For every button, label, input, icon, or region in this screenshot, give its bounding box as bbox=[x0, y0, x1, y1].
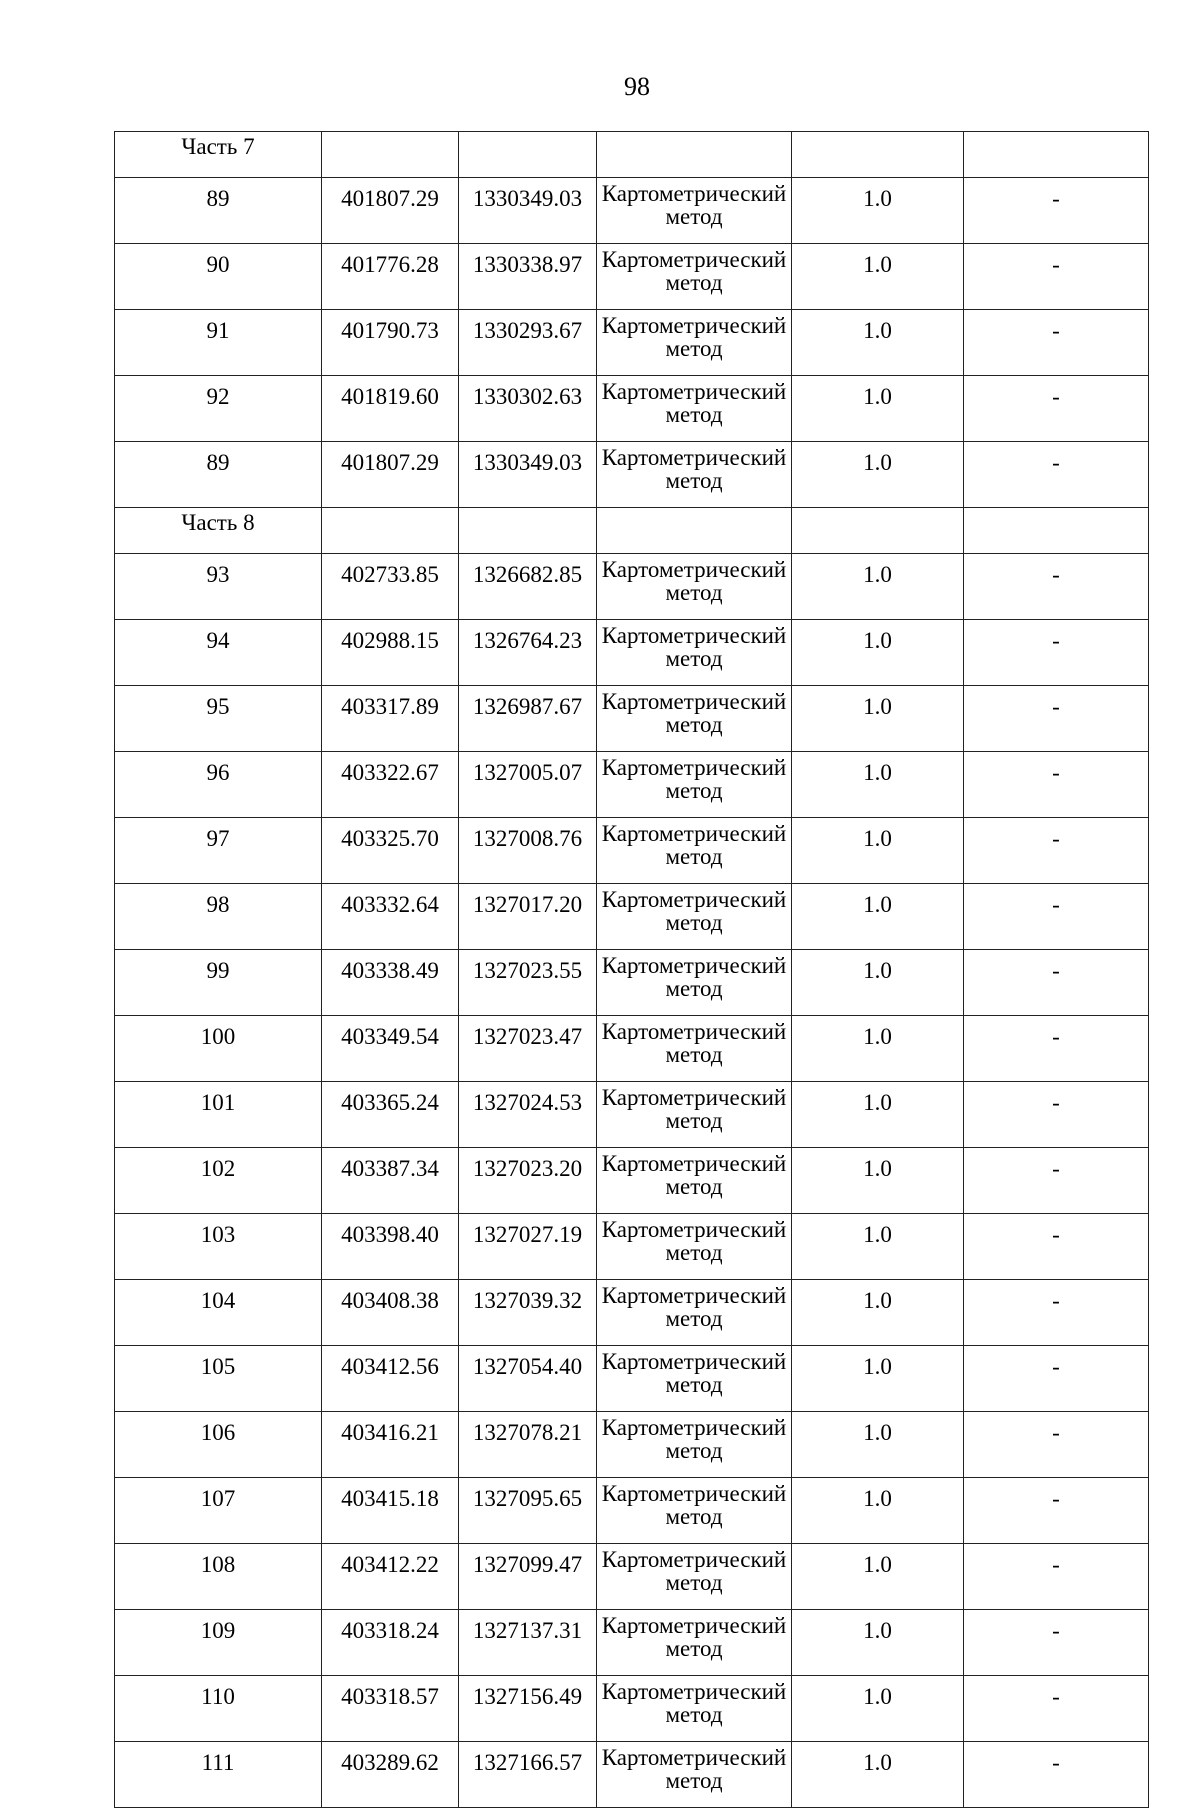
coordinate-y: 1327024.53 bbox=[459, 1082, 597, 1148]
accuracy-value: 1.0 bbox=[792, 1478, 964, 1544]
note-value: - bbox=[964, 178, 1149, 244]
point-number: 98 bbox=[115, 884, 322, 950]
accuracy-value: 1.0 bbox=[792, 686, 964, 752]
method-line2: метод bbox=[665, 1768, 723, 1793]
coordinate-x: 403408.38 bbox=[322, 1280, 459, 1346]
point-number: 109 bbox=[115, 1610, 322, 1676]
note-value: - bbox=[964, 620, 1149, 686]
method-line2: метод bbox=[665, 1438, 723, 1463]
point-number: 110 bbox=[115, 1676, 322, 1742]
coordinate-y: 1327095.65 bbox=[459, 1478, 597, 1544]
method-line2: метод bbox=[665, 1240, 723, 1265]
note-value: - bbox=[964, 818, 1149, 884]
point-number: 103 bbox=[115, 1214, 322, 1280]
table-row bbox=[115, 620, 1149, 686]
table-row bbox=[115, 1016, 1149, 1082]
method-line1: Картометрический bbox=[601, 181, 787, 206]
point-number: 99 bbox=[115, 950, 322, 1016]
accuracy-value: 1.0 bbox=[792, 244, 964, 310]
method-line1: Картометрический bbox=[601, 1415, 787, 1440]
table-row bbox=[115, 178, 1149, 244]
coordinate-y: 1327017.20 bbox=[459, 884, 597, 950]
point-number: 105 bbox=[115, 1346, 322, 1412]
method-line1: Картометрический bbox=[601, 1481, 787, 1506]
coordinate-y: 1326682.85 bbox=[459, 554, 597, 620]
table-row bbox=[115, 1544, 1149, 1610]
method-line1: Картометрический bbox=[601, 689, 787, 714]
method-cell bbox=[597, 1082, 792, 1148]
note-value: - bbox=[964, 1610, 1149, 1676]
note-value: - bbox=[964, 1148, 1149, 1214]
table-row bbox=[115, 884, 1149, 950]
table-row bbox=[115, 1346, 1149, 1412]
point-number: 106 bbox=[115, 1412, 322, 1478]
method-cell bbox=[597, 884, 792, 950]
point-number: 89 bbox=[115, 442, 322, 508]
method-line1: Картометрический bbox=[601, 313, 787, 338]
method-line1: Картометрический bbox=[601, 1349, 787, 1374]
method-line2: метод bbox=[665, 1174, 723, 1199]
coordinate-y: 1330338.97 bbox=[459, 244, 597, 310]
coordinate-y: 1327078.21 bbox=[459, 1412, 597, 1478]
note-value: - bbox=[964, 554, 1149, 620]
point-number: 92 bbox=[115, 376, 322, 442]
method-cell bbox=[597, 1478, 792, 1544]
method-line2: метод bbox=[665, 1570, 723, 1595]
method-cell bbox=[597, 310, 792, 376]
method-line1: Картометрический bbox=[601, 247, 787, 272]
coordinate-x: 403317.89 bbox=[322, 686, 459, 752]
accuracy-value: 1.0 bbox=[792, 1544, 964, 1610]
coordinate-x: 403318.24 bbox=[322, 1610, 459, 1676]
method-cell bbox=[597, 554, 792, 620]
method-line1: Картометрический bbox=[601, 1085, 787, 1110]
method-line2: метод bbox=[665, 402, 723, 427]
table-row bbox=[115, 1082, 1149, 1148]
table-row bbox=[115, 752, 1149, 818]
method-line1: Картометрический bbox=[601, 1151, 787, 1176]
method-cell bbox=[597, 1676, 792, 1742]
table-row bbox=[115, 686, 1149, 752]
note-value: - bbox=[964, 1214, 1149, 1280]
method-cell bbox=[597, 244, 792, 310]
coordinate-x: 403338.49 bbox=[322, 950, 459, 1016]
coordinate-y: 1327005.07 bbox=[459, 752, 597, 818]
note-value: - bbox=[964, 310, 1149, 376]
empty-cell bbox=[322, 508, 459, 554]
accuracy-value: 1.0 bbox=[792, 752, 964, 818]
method-line1: Картометрический bbox=[601, 1679, 787, 1704]
method-line1: Картометрический bbox=[601, 557, 787, 582]
method-line1: Картометрический bbox=[601, 1547, 787, 1572]
note-value: - bbox=[964, 1544, 1149, 1610]
coordinate-x: 403412.22 bbox=[322, 1544, 459, 1610]
coordinate-x: 403349.54 bbox=[322, 1016, 459, 1082]
coordinate-x: 403322.67 bbox=[322, 752, 459, 818]
accuracy-value: 1.0 bbox=[792, 1346, 964, 1412]
coordinate-y: 1327008.76 bbox=[459, 818, 597, 884]
coordinate-x: 403412.56 bbox=[322, 1346, 459, 1412]
coordinate-y: 1330349.03 bbox=[459, 442, 597, 508]
note-value: - bbox=[964, 442, 1149, 508]
method-line2: метод bbox=[665, 270, 723, 295]
coordinate-x: 403325.70 bbox=[322, 818, 459, 884]
method-cell bbox=[597, 178, 792, 244]
method-line1: Картометрический bbox=[601, 1613, 787, 1638]
method-line2: метод bbox=[665, 1504, 723, 1529]
accuracy-value: 1.0 bbox=[792, 310, 964, 376]
accuracy-value: 1.0 bbox=[792, 1412, 964, 1478]
point-number: 97 bbox=[115, 818, 322, 884]
point-number: 104 bbox=[115, 1280, 322, 1346]
method-cell bbox=[597, 1346, 792, 1412]
table-row bbox=[115, 1280, 1149, 1346]
note-value: - bbox=[964, 950, 1149, 1016]
method-line1: Картометрический bbox=[601, 1283, 787, 1308]
method-line2: метод bbox=[665, 580, 723, 605]
table-row bbox=[115, 1610, 1149, 1676]
method-line2: метод bbox=[665, 778, 723, 803]
note-value: - bbox=[964, 752, 1149, 818]
page-number: 98 bbox=[624, 72, 650, 101]
part-header-row bbox=[115, 132, 1149, 178]
method-line1: Картометрический bbox=[601, 623, 787, 648]
coordinate-x: 403365.24 bbox=[322, 1082, 459, 1148]
table-row bbox=[115, 376, 1149, 442]
accuracy-value: 1.0 bbox=[792, 1610, 964, 1676]
method-line2: метод bbox=[665, 910, 723, 935]
part-label: Часть 8 bbox=[115, 508, 322, 554]
coordinate-y: 1326764.23 bbox=[459, 620, 597, 686]
coordinate-x: 403387.34 bbox=[322, 1148, 459, 1214]
accuracy-value: 1.0 bbox=[792, 442, 964, 508]
coordinate-y: 1326987.67 bbox=[459, 686, 597, 752]
note-value: - bbox=[964, 686, 1149, 752]
method-line2: метод bbox=[665, 1108, 723, 1133]
note-value: - bbox=[964, 376, 1149, 442]
method-line2: метод bbox=[665, 1306, 723, 1331]
accuracy-value: 1.0 bbox=[792, 178, 964, 244]
coordinate-y: 1327039.32 bbox=[459, 1280, 597, 1346]
note-value: - bbox=[964, 1082, 1149, 1148]
coordinate-y: 1327027.19 bbox=[459, 1214, 597, 1280]
table-row bbox=[115, 554, 1149, 620]
accuracy-value: 1.0 bbox=[792, 554, 964, 620]
method-line1: Картометрический bbox=[601, 445, 787, 470]
method-cell bbox=[597, 1214, 792, 1280]
accuracy-value: 1.0 bbox=[792, 818, 964, 884]
note-value: - bbox=[964, 1742, 1149, 1808]
coordinate-x: 403416.21 bbox=[322, 1412, 459, 1478]
table-row bbox=[115, 310, 1149, 376]
note-value: - bbox=[964, 884, 1149, 950]
coordinate-y: 1327023.47 bbox=[459, 1016, 597, 1082]
coordinate-y: 1330302.63 bbox=[459, 376, 597, 442]
part-header-row bbox=[115, 508, 1149, 554]
accuracy-value: 1.0 bbox=[792, 1082, 964, 1148]
accuracy-value: 1.0 bbox=[792, 884, 964, 950]
empty-cell bbox=[964, 508, 1149, 554]
coordinate-y: 1327156.49 bbox=[459, 1676, 597, 1742]
method-line1: Картометрический bbox=[601, 1019, 787, 1044]
method-line2: метод bbox=[665, 1636, 723, 1661]
coordinate-x: 401776.28 bbox=[322, 244, 459, 310]
note-value: - bbox=[964, 1478, 1149, 1544]
part-label: Часть 7 bbox=[115, 132, 322, 178]
method-cell bbox=[597, 620, 792, 686]
point-number: 90 bbox=[115, 244, 322, 310]
method-cell bbox=[597, 1412, 792, 1478]
accuracy-value: 1.0 bbox=[792, 1214, 964, 1280]
method-line1: Картометрический bbox=[601, 1217, 787, 1242]
method-line2: метод bbox=[665, 468, 723, 493]
empty-cell bbox=[459, 132, 597, 178]
table-row bbox=[115, 1148, 1149, 1214]
point-number: 107 bbox=[115, 1478, 322, 1544]
point-number: 94 bbox=[115, 620, 322, 686]
point-number: 100 bbox=[115, 1016, 322, 1082]
method-cell bbox=[597, 818, 792, 884]
table-row bbox=[115, 1742, 1149, 1808]
coordinate-y: 1327054.40 bbox=[459, 1346, 597, 1412]
method-line1: Картометрический bbox=[601, 953, 787, 978]
empty-cell bbox=[459, 508, 597, 554]
accuracy-value: 1.0 bbox=[792, 950, 964, 1016]
method-cell bbox=[597, 1016, 792, 1082]
coordinate-x: 401790.73 bbox=[322, 310, 459, 376]
table-row bbox=[115, 1676, 1149, 1742]
method-line2: метод bbox=[665, 976, 723, 1001]
method-cell bbox=[597, 686, 792, 752]
point-number: 96 bbox=[115, 752, 322, 818]
coordinate-x: 402733.85 bbox=[322, 554, 459, 620]
method-line1: Картометрический bbox=[601, 887, 787, 912]
coordinate-x: 401807.29 bbox=[322, 442, 459, 508]
method-line1: Картометрический bbox=[601, 1745, 787, 1770]
accuracy-value: 1.0 bbox=[792, 1742, 964, 1808]
coordinate-y: 1327023.20 bbox=[459, 1148, 597, 1214]
coordinate-y: 1330293.67 bbox=[459, 310, 597, 376]
method-cell bbox=[597, 1544, 792, 1610]
method-line2: метод bbox=[665, 1372, 723, 1397]
method-cell bbox=[597, 1148, 792, 1214]
coordinate-y: 1327099.47 bbox=[459, 1544, 597, 1610]
point-number: 108 bbox=[115, 1544, 322, 1610]
coordinate-y: 1327137.31 bbox=[459, 1610, 597, 1676]
coordinates-table bbox=[114, 131, 1149, 1808]
method-line1: Картометрический bbox=[601, 821, 787, 846]
point-number: 91 bbox=[115, 310, 322, 376]
empty-cell bbox=[792, 508, 964, 554]
method-cell bbox=[597, 752, 792, 818]
accuracy-value: 1.0 bbox=[792, 1016, 964, 1082]
method-line2: метод bbox=[665, 646, 723, 671]
method-cell bbox=[597, 1280, 792, 1346]
method-line2: метод bbox=[665, 336, 723, 361]
accuracy-value: 1.0 bbox=[792, 1280, 964, 1346]
note-value: - bbox=[964, 1676, 1149, 1742]
point-number: 93 bbox=[115, 554, 322, 620]
method-cell bbox=[597, 1742, 792, 1808]
method-line2: метод bbox=[665, 844, 723, 869]
coordinate-x: 403415.18 bbox=[322, 1478, 459, 1544]
table-row bbox=[115, 1478, 1149, 1544]
coordinate-y: 1330349.03 bbox=[459, 178, 597, 244]
point-number: 89 bbox=[115, 178, 322, 244]
coordinate-x: 402988.15 bbox=[322, 620, 459, 686]
coordinate-x: 403318.57 bbox=[322, 1676, 459, 1742]
point-number: 95 bbox=[115, 686, 322, 752]
table-row bbox=[115, 1214, 1149, 1280]
coordinate-x: 401819.60 bbox=[322, 376, 459, 442]
empty-cell bbox=[792, 132, 964, 178]
point-number: 101 bbox=[115, 1082, 322, 1148]
empty-cell bbox=[322, 132, 459, 178]
table-row bbox=[115, 818, 1149, 884]
table-row bbox=[115, 442, 1149, 508]
note-value: - bbox=[964, 244, 1149, 310]
coordinate-y: 1327023.55 bbox=[459, 950, 597, 1016]
method-cell bbox=[597, 1610, 792, 1676]
coordinate-x: 401807.29 bbox=[322, 178, 459, 244]
method-cell bbox=[597, 376, 792, 442]
coordinate-x: 403398.40 bbox=[322, 1214, 459, 1280]
empty-cell bbox=[597, 132, 792, 178]
coordinate-x: 403332.64 bbox=[322, 884, 459, 950]
method-cell bbox=[597, 950, 792, 1016]
method-line2: метод bbox=[665, 1042, 723, 1067]
table-row bbox=[115, 244, 1149, 310]
coordinate-y: 1327166.57 bbox=[459, 1742, 597, 1808]
note-value: - bbox=[964, 1346, 1149, 1412]
method-line1: Картометрический bbox=[601, 755, 787, 780]
method-line1: Картометрический bbox=[601, 379, 787, 404]
note-value: - bbox=[964, 1412, 1149, 1478]
table-row bbox=[115, 950, 1149, 1016]
point-number: 102 bbox=[115, 1148, 322, 1214]
method-line2: метод bbox=[665, 204, 723, 229]
accuracy-value: 1.0 bbox=[792, 376, 964, 442]
table-row bbox=[115, 1412, 1149, 1478]
accuracy-value: 1.0 bbox=[792, 620, 964, 686]
coordinate-x: 403289.62 bbox=[322, 1742, 459, 1808]
method-cell bbox=[597, 442, 792, 508]
note-value: - bbox=[964, 1280, 1149, 1346]
method-line2: метод bbox=[665, 1702, 723, 1727]
accuracy-value: 1.0 bbox=[792, 1676, 964, 1742]
empty-cell bbox=[964, 132, 1149, 178]
point-number: 111 bbox=[115, 1742, 322, 1808]
accuracy-value: 1.0 bbox=[792, 1148, 964, 1214]
note-value: - bbox=[964, 1016, 1149, 1082]
empty-cell bbox=[597, 508, 792, 554]
method-line2: метод bbox=[665, 712, 723, 737]
